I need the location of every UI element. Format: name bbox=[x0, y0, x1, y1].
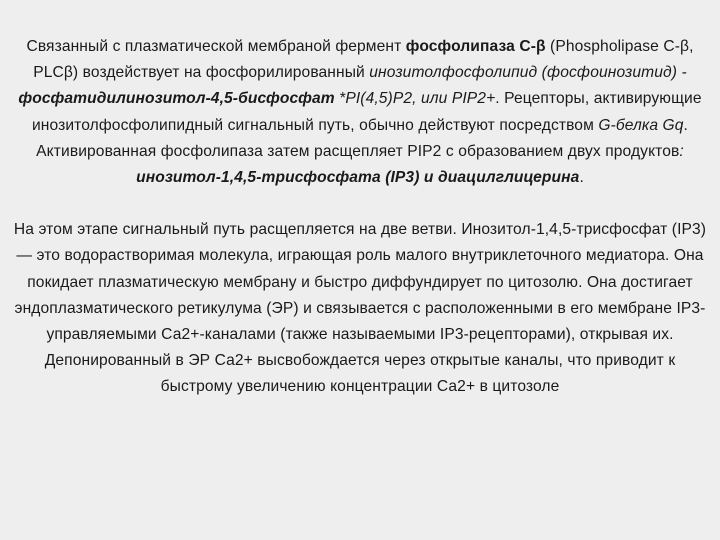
text-run-period: . bbox=[579, 169, 584, 187]
term-ip3-and-dag: инозитол-1,4,5-трисфосфата (IP3) и диацилглицерина bbox=[136, 169, 580, 187]
paragraph-ip3-branch: На этом этапе сигнальный путь расщепляется на две ветви. Инозитол-1,4,5-трисфосфат (IP3) — это водорастворимая молекула, играющая роль малого внутриклеточного медиатора. Она покидает плазматическую мембрану и быстро диффундирует по цитозолю. Она достигает эндоплазматического ретикулума (ЭР) и связывается с расположенными в его мембране IP3-управляемыми Са2+-каналами (также называемыми IP3-рецепторами), открывая их. Депонированный в ЭР Са2+ высвобождается через открытые каналы, что приводит к быстрому увеличению концентрации Са2+ в цитозоле bbox=[13, 221, 707, 396]
term-gq-protein: G-белка Gq bbox=[598, 116, 684, 134]
text-run: (Phospholipase С-β, PLCβ) воздействует на фосфорилированный bbox=[33, 38, 694, 82]
term-inositol-phospholipid: инозитолфосфолипид (фосфоинозитид) - bbox=[369, 64, 687, 82]
text-run: Связанный с плазматической мембраной фермент bbox=[26, 38, 406, 55]
text-run-colon: : bbox=[679, 142, 684, 160]
text-run: . Активированная фосфолипаза затем расщепляет PIP2 с образованием двух продуктов bbox=[36, 116, 688, 160]
paragraph-plc-mechanism bbox=[10, 34, 710, 191]
text-run: . Рецепторы, активирующие инозитолфосфолипидный сигнальный путь, обычно действуют посредством bbox=[32, 90, 702, 134]
term-pip2-full-name: фосфатидилинозитол-4,5-бисфосфат bbox=[18, 90, 335, 108]
term-phospholipase-c-beta: фосфолипаза С-β bbox=[405, 38, 546, 55]
term-pip2-abbrev: *PI(4,5)P2, или PIP2+ bbox=[334, 90, 496, 108]
